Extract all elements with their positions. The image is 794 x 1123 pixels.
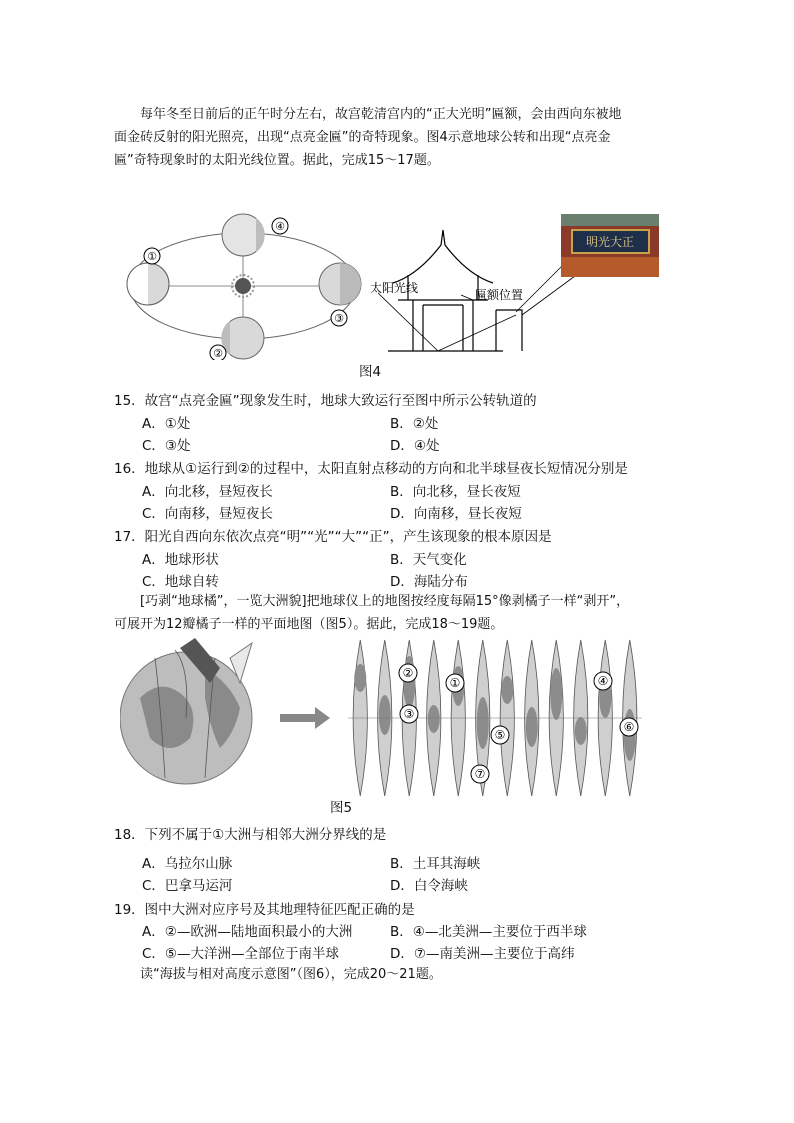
continent-marker-2: ②: [402, 666, 414, 680]
question-19-option-b[interactable]: B．④—北美洲—主要位于西半球: [390, 924, 587, 940]
figure-4-caption: 图4: [359, 364, 382, 380]
continent-marker-5: ⑤: [494, 728, 506, 742]
question-18-option-a[interactable]: A．乌拉尔山脉: [142, 856, 233, 872]
marker-3: ③: [334, 312, 344, 325]
intro-1-line-2: 面金砖反射的阳光照亮，出现“点亮金匾”的奇特现象。图4示意地球公转和出现“点亮金: [114, 130, 611, 145]
marker-1: ①: [147, 250, 157, 263]
land-area: [379, 695, 391, 735]
figure-5-caption: 图5: [330, 800, 353, 816]
question-16-option-a[interactable]: A．向北移，昼短夜长: [142, 484, 273, 500]
intro-3-line-1: 读“海拔与相对高度示意图”（图6），完成20～21题。: [140, 967, 442, 982]
question-16-option-d[interactable]: D．向南移，昼长夜短: [390, 506, 522, 522]
intro-2-line-2: 可展开为12瓣橘子一样的平面地图（图5）。据此，完成18～19题。: [114, 617, 504, 632]
land-area: [477, 697, 489, 749]
intro-1-line-3: 匾”奇特现象时的太阳光线位置。据此，完成15～17题。: [114, 153, 440, 168]
peeled-globe: [120, 638, 252, 784]
gore-map: [348, 640, 642, 796]
continent-marker-6: ⑥: [623, 720, 635, 734]
land-area: [428, 705, 440, 733]
marker-2: ②: [213, 347, 223, 360]
question-19-option-d[interactable]: D．⑦—南美洲—主要位于高纬: [390, 946, 575, 962]
earth-position-1: [127, 263, 169, 305]
question-18-option-d[interactable]: D．白令海峡: [390, 878, 468, 894]
land-area: [526, 707, 538, 747]
land-area: [501, 676, 513, 704]
question-15-option-d[interactable]: D．④处: [390, 438, 440, 454]
question-18-stem: 18．下列不属于①大洲与相邻大洲分界线的是: [114, 827, 387, 843]
earth-position-3: [319, 263, 361, 305]
marker-4: ④: [275, 220, 285, 233]
sunlight-ray: [378, 293, 438, 351]
question-16-stem: 16．地球从①运行到②的过程中，太阳直射点移动的方向和北半球昼夜长短情况分别是: [114, 461, 628, 477]
question-17-option-d[interactable]: D．海陆分布: [390, 574, 468, 590]
figure-5: [120, 638, 660, 798]
intro-paragraph-1: [114, 103, 686, 172]
question-16-option-c[interactable]: C．向南移，昼短夜长: [142, 506, 273, 522]
question-17-stem: 17．阳光自西向东依次点亮“明”“光”“大”“正”，产生该现象的根本原因是: [114, 529, 552, 545]
plaque-position-label: 匾额位置: [475, 288, 524, 302]
continent-marker-4: ④: [597, 674, 609, 688]
arrow-icon: [280, 707, 330, 729]
land-area: [575, 717, 587, 745]
question-16-option-b[interactable]: B．向北移，昼长夜短: [390, 484, 521, 500]
continent-marker-7: ⑦: [474, 767, 486, 781]
question-18-option-b[interactable]: B．土耳其海峡: [390, 856, 481, 872]
question-15-stem: 15．故宫“点亮金匾”现象发生时，地球大致运行至图中所示公转轨道的: [114, 393, 537, 409]
plaque-photo: [561, 214, 659, 277]
question-19-stem: 19．图中大洲对应序号及其地理特征匹配正确的是: [114, 902, 415, 918]
question-19-option-c[interactable]: C．⑤—大洋洲—全部位于南半球: [142, 946, 340, 962]
continent-marker-1: ①: [449, 676, 461, 690]
earth-position-2: [221, 317, 264, 359]
question-15-option-c[interactable]: C．③处: [142, 438, 191, 454]
plaque-text: 明光大正: [585, 235, 635, 249]
sunlight-label: 太阳光线: [370, 281, 419, 295]
question-17-option-a[interactable]: A．地球形状: [142, 552, 219, 568]
question-17-option-c[interactable]: C．地球自转: [142, 574, 219, 590]
earth-position-4: [222, 214, 265, 256]
figure-4: [118, 205, 678, 360]
land-area: [550, 668, 562, 720]
intro-paragraph-2: [114, 590, 686, 636]
question-17-option-b[interactable]: B．天气变化: [390, 552, 467, 568]
question-15-option-a[interactable]: A．①处: [142, 416, 191, 432]
question-18-option-c[interactable]: C．巴拿马运河: [142, 878, 233, 894]
intro-paragraph-3: [114, 963, 686, 986]
intro-1-line-1: 每年冬至日前后的正午时分左右，故宫乾清宫内的“正大光明”匾额，会由西向东被地: [140, 107, 622, 122]
continent-marker-3: ③: [403, 707, 415, 721]
sun-icon: [235, 278, 251, 294]
question-15-option-b[interactable]: B．②处: [390, 416, 439, 432]
question-19-option-a[interactable]: A．②—欧洲—陆地面积最小的大洲: [142, 924, 353, 940]
intro-2-line-1: [巧剥“地球橘”，一览大洲貌]把地球仪上的地图按经度每隔15°像剥橘子一样“剥开”，: [140, 594, 630, 609]
land-area: [354, 664, 366, 692]
